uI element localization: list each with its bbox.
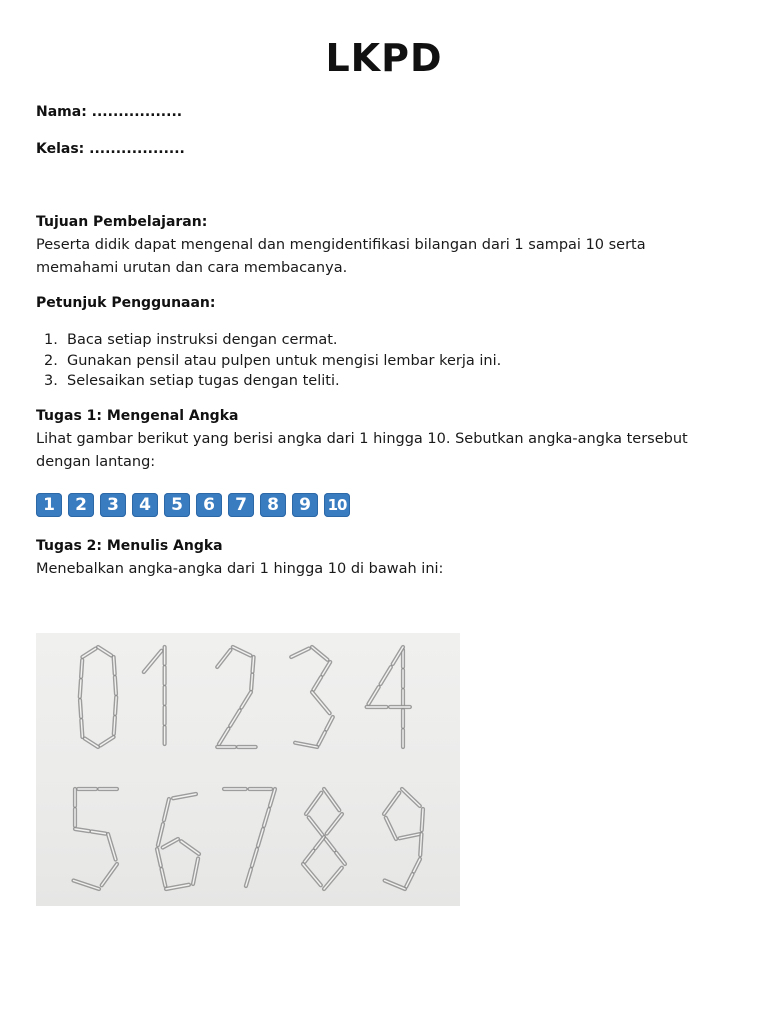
paperclip-digits-image [36, 633, 460, 906]
paperclip-digit-3 [291, 647, 333, 747]
number-tile-5: 5 [164, 493, 190, 517]
paperclip-digit-8 [303, 789, 345, 889]
paperclip-digit-2 [217, 647, 255, 747]
paperclip-digit-5 [74, 789, 118, 889]
task2-heading: Tugas 2: Menulis Angka [36, 538, 223, 554]
task1-heading: Tugas 1: Mengenal Angka [36, 408, 239, 424]
paperclip-digit-7 [224, 789, 275, 886]
task1-text: Lihat gambar berikut yang berisi angka dari 1 hingga 10. Sebutkan angka-angka tersebut dengan lantang: [36, 431, 688, 470]
number-tile-1: 1 [36, 493, 62, 517]
instruction-text: Selesaikan setiap tugas dengan teliti. [67, 373, 340, 389]
page-title: LKPD [325, 36, 443, 80]
number-tile-8: 8 [260, 493, 286, 517]
instruction-item [36, 371, 501, 392]
instructions-heading: Petunjuk Penggunaan: [36, 295, 216, 311]
instruction-text: Baca setiap instruksi dengan cermat. [67, 332, 338, 348]
instruction-text: Gunakan pensil atau pulpen untuk mengisi lembar kerja ini. [67, 352, 502, 369]
learning-goal-heading: Tujuan Pembelajaran: [36, 214, 208, 230]
paperclip-digit-4 [367, 647, 410, 747]
paperclip-digit-9 [384, 789, 423, 889]
name-field: Nama: ................. [36, 104, 183, 120]
instruction-item [36, 351, 501, 372]
paperclip-digits-photo [36, 633, 460, 906]
number-tile-6: 6 [196, 493, 222, 517]
instruction-number: 2. [44, 352, 58, 369]
paperclip-digit-6 [157, 794, 199, 889]
paperclip-digit-1 [144, 647, 165, 744]
instruction-item [36, 330, 501, 351]
class-field: Kelas: .................. [36, 141, 185, 157]
instructions-list [36, 330, 501, 392]
number-tile-3: 3 [100, 493, 126, 517]
number-tile-7: 7 [228, 493, 254, 517]
paperclip-digit-0 [80, 647, 116, 747]
learning-goal-text: Peserta didik dapat mengenal dan mengidentifikasi bilangan dari 1 sampai 10 serta memahami urutan dan cara membacanya. [36, 237, 646, 276]
number-tile-10: 10 [324, 493, 350, 517]
number-tiles [36, 493, 350, 517]
number-tile-4: 4 [132, 493, 158, 517]
number-tile-2: 2 [68, 493, 94, 517]
number-tile-9: 9 [292, 493, 318, 517]
instruction-number: 1. [44, 332, 58, 348]
task2-text: Menebalkan angka-angka dari 1 hingga 10 di bawah ini: [36, 561, 444, 577]
instruction-number: 3. [44, 373, 58, 389]
